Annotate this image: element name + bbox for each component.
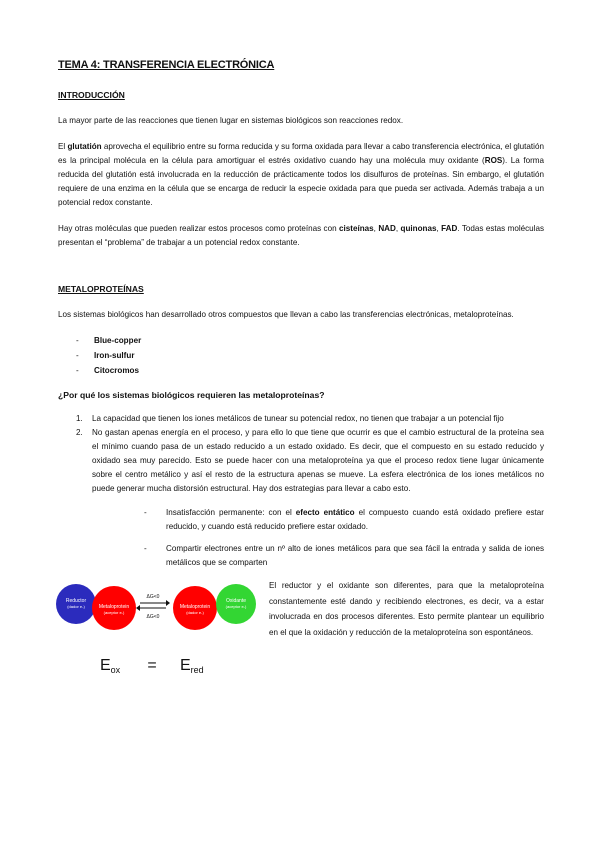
reductor-label: Reductor [65,598,87,604]
e-red-label: Ered [180,657,204,675]
strategies-list [92,506,544,570]
document-page [58,58,544,688]
list-item: - Insatisfacción permanente: con el efecto entático el compuesto cuando está oxidado prefiere estar reducido, y cuando está reducido prefiere estar oxidado. [144,506,544,534]
list-item: - Compartir electrones entre un nº alto de iones metálicos para que sea fácil la entrada y salida de iones metálicos que se comparten [144,542,544,570]
list-item: 2. No gastan apenas energía en el proceso, y para ello lo que tiene que ocurrir es que el cambio estructural de la proteína sea el mínimo cuando pasa de un estado reducido a un estado oxidado. Es decir, que el compuesto en su estado reducido y oxidado sea muy parecido. Esto se puede hacer con una metaloproteína ya que el proceso redox tiene lugar únicamente sobre el centro metálico y así el resto de la estructura apenas se mueve. La esfera electrónica de los iones metálicos no puede generar mucha distorsión estructural. Hay dos estrategias para llevar a cabo esto. - Insatisfacción permanente: con el efecto entático el compuesto cuando está oxidado prefiere estar reducido, y cuando está reducido prefiere estar oxidado. - Compartir electrones entre un nº alto de iones metálicos para que sea fácil la entrada y salida de iones metálicos que se comparten [58,426,544,570]
forward-arrow-head-icon [166,600,170,606]
section-heading-introduccion: INTRODUCCIÓN [58,90,125,100]
e-ox-label: Eox [100,657,121,675]
reductor-sublabel: (dador e-) [67,604,85,609]
oxidante-label: Oxidante [225,598,247,604]
question-heading: ¿Por qué los sistemas biológicos requieren las metaloproteínas? [58,390,325,400]
list-item: 1. La capacidad que tienen los iones metálicos de tunear su potencial redox, no tienen que trabajar a un potencial fijo [76,414,504,423]
list-item: - Blue-copper [76,334,544,348]
backward-arrow-head-icon [136,605,140,611]
list-item: - Citocromos [76,364,544,378]
metalo-paragraph-1: Los sistemas biológicos han desarrollado otros compuestos que llevan a cabo las transferencias electrónicas, metaloproteínas. [58,310,514,319]
page-title: TEMA 4: TRANSFERENCIA ELECTRÓNICA [58,59,275,71]
equals-sign: = [147,657,157,674]
metaloprotein-right-sublabel: (dador e-) [186,610,204,615]
metaloprotein-right-label: Metaloprotein [179,604,211,610]
intro-paragraph-2: El glutatión aprovecha el equilibrio entre su forma reducida y su forma oxidada para llevar a cabo transferencia electrónica, el glutatión es la principal molécula en la célula para amortiguar el estrés oxidativo cuando hay una molécula muy oxidante (ROS). La forma reducida del glutatión está involucrada en la reducción de prácticamente todos los disulfuros de proteínas. Sin embargo, el glutatión requiere de una enzima en la célula que se encarga de reducir la especie oxidada para que pueda ser activada. Además trabaja a un potencial redox constante. [58,142,545,207]
metaloprotein-types-list [58,334,544,378]
list-item: - Iron-sulfur [76,349,544,363]
intro-paragraph-1: La mayor parte de las reacciones que tienen lugar en sistemas biológicos son reacciones redox. [58,116,404,125]
diagram-explanation-paragraph: El reductor y el oxidante son diferentes, para que la metaloproteína constantemente esté dando y recibiendo electrones, es decir, va a estar involucrada en dos procesos diferentes. Esto permite plantear un equilibrio en el que la oxidación y reducción de la metaloproteína son espontáneos. [269,581,544,637]
diagram-row [58,578,544,688]
metaloprotein-left-sublabel: (aceptor e-) [103,610,125,615]
delta-g-top-label: ΔG<0 [146,594,160,600]
delta-g-bottom-label: ΔG<0 [146,614,160,620]
section-heading-metaloproteinas: METALOPROTEÍNAS [58,284,144,294]
metaloprotein-left-label: Metaloprotein [98,604,130,610]
intro-paragraph-3: Hay otras moléculas que pueden realizar estos procesos como proteínas con cisteínas, NAD, quinonas, FAD. Todas estas moléculas presentan el “problema” de trabajar a un potencial redox constante. [58,224,545,247]
redox-equilibrium-diagram [54,578,264,678]
oxidante-sublabel: (aceptor e-) [225,604,247,609]
reasons-list [58,412,544,570]
